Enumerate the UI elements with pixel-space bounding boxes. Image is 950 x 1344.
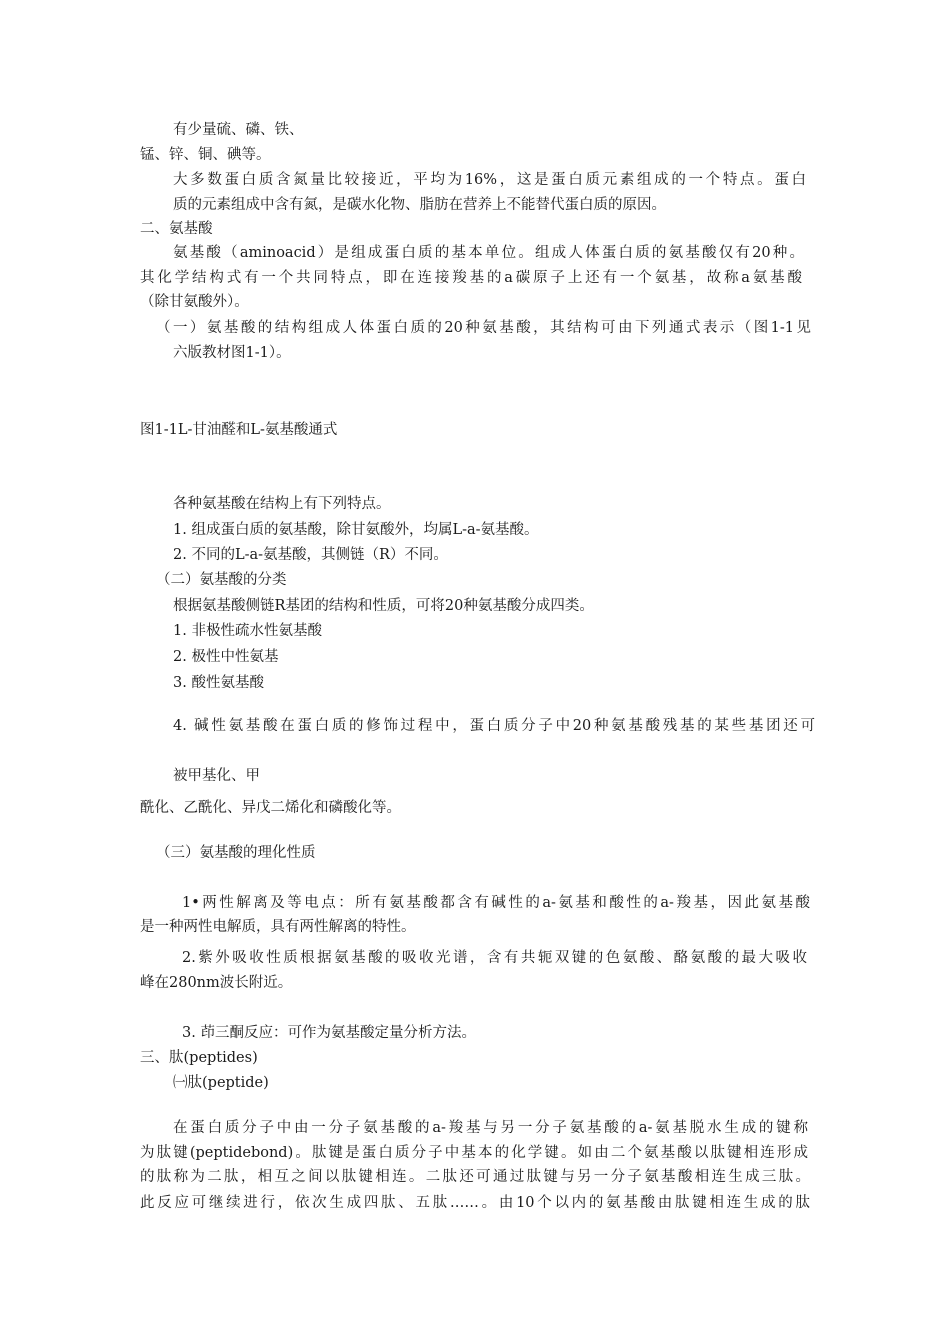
list-item: 2. 极性中性氨基 bbox=[173, 649, 279, 665]
section-heading: 二、氨基酸 bbox=[140, 221, 213, 237]
list-item: 2. 不同的L-a-氨基酸，其侧链（R）不同。 bbox=[173, 547, 448, 563]
text-line: 峰在280nm波长附近。 bbox=[140, 975, 293, 991]
section-heading: 三、肽(peptides) bbox=[140, 1050, 258, 1066]
text-line: 为肽键(peptidebond)。肽键是蛋白质分子中基本的化学键。如由二个氨基酸以肽键相连形成 bbox=[140, 1145, 808, 1161]
subsection-heading: ㈠肽(peptide) bbox=[173, 1075, 269, 1091]
text-line: 在蛋白质分子中由一分子氨基酸的a-羧基与另一分子氨基酸的a-氨基脱水生成的键称 bbox=[173, 1120, 808, 1136]
text-line: 是一种两性电解质，具有两性解离的特性。 bbox=[140, 919, 416, 935]
list-item: 1. 组成蛋白质的氨基酸，除甘氨酸外，均属L-a-氨基酸。 bbox=[173, 522, 539, 538]
text-line: 大多数蛋白质含氮量比较接近，平均为16%，这是蛋白质元素组成的一个特点。蛋白 bbox=[173, 172, 806, 188]
text-line: 根据氨基酸侧链R基团的结构和性质，可将20种氨基酸分成四类。 bbox=[173, 598, 594, 614]
list-item: 4. 碱性氨基酸在蛋白质的修饰过程中，蛋白质分子中20种氨基酸残基的某些基团还可 bbox=[173, 718, 815, 734]
text-line: 各种氨基酸在结构上有下列特点。 bbox=[173, 496, 391, 512]
text-line: 有少量硫、磷、铁、 bbox=[173, 122, 304, 138]
text-line: 1•两性解离及等电点：所有氨基酸都含有碱性的a-氨基和酸性的a-羧基，因此氨基酸 bbox=[182, 895, 810, 911]
text-line: 锰、锌、铜、碘等。 bbox=[140, 147, 271, 163]
text-line: 此反应可继续进行，依次生成四肽、五肽……。由10个以内的氨基酸由肽键相连生成的肽 bbox=[140, 1195, 810, 1211]
text-line: 2.紫外吸收性质根据氨基酸的吸收光谱，含有共轭双键的色氨酸、酪氨酸的最大吸收 bbox=[182, 950, 807, 966]
text-line: 六版教材图1-1）。 bbox=[173, 345, 291, 361]
text-line: 酰化、乙酰化、异戊二烯化和磷酸化等。 bbox=[140, 800, 401, 816]
list-item: 3. 酸性氨基酸 bbox=[173, 675, 264, 691]
subsection-heading: （一）氨基酸的结构组成人体蛋白质的20种氨基酸，其结构可由下列通式表示（图1-1见 bbox=[156, 320, 811, 336]
text-line: 其化学结构式有一个共同特点，即在连接羧基的a碳原子上还有一个氨基，故称a氨基酸 bbox=[140, 270, 802, 286]
subsection-heading: （二）氨基酸的分类 bbox=[156, 572, 287, 588]
text-line: 质的元素组成中含有氮，是碳水化物、脂肪在营养上不能替代蛋白质的原因。 bbox=[173, 197, 666, 213]
text-line: 氨基酸（aminoacid）是组成蛋白质的基本单位。组成人体蛋白质的氨基酸仅有20种。 bbox=[173, 245, 804, 261]
subsection-heading: （三）氨基酸的理化性质 bbox=[156, 845, 316, 861]
text-line: （除甘氨酸外）。 bbox=[140, 294, 249, 310]
figure-caption: 图1-1L-甘油醛和L-氨基酸通式 bbox=[140, 422, 338, 438]
list-item: 3. 茚三酮反应：可作为氨基酸定量分析方法。 bbox=[182, 1025, 476, 1041]
text-line: 的肽称为二肽，相互之间以肽键相连。二肽还可通过肽键与另一分子氨基酸相连生成三肽。 bbox=[140, 1169, 810, 1185]
list-item: 1. 非极性疏水性氨基酸 bbox=[173, 623, 322, 639]
text-line: 被甲基化、甲 bbox=[173, 768, 260, 784]
